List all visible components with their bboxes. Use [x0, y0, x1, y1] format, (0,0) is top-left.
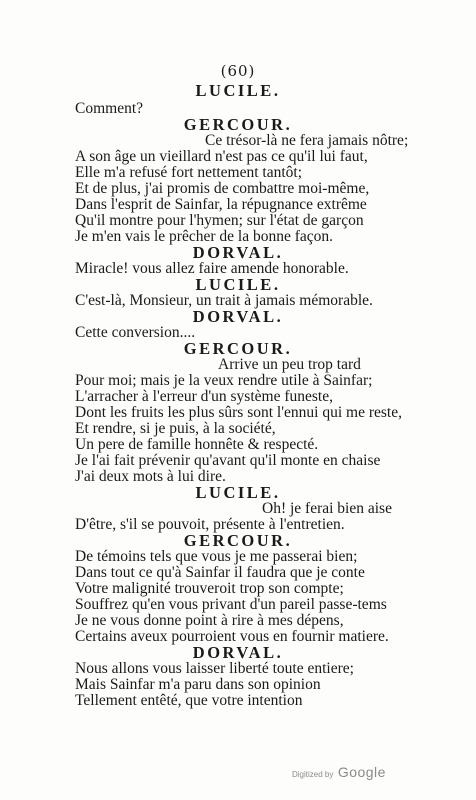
verse-line: Miracle! vous allez faire amende honorable. — [75, 260, 349, 277]
verse-line: Souffrez qu'en vous privant d'un pareil passe-tems — [75, 596, 387, 613]
verse-line: De témoins tels que vous je me passerai bien; — [75, 548, 358, 565]
verse-line: Arrive un peu trop tard — [218, 356, 361, 373]
speaker-heading: DORVAL. — [192, 643, 284, 662]
verse-line: Qu'il montre pour l'hymen; sur l'état de garçon — [75, 212, 364, 229]
verse-line: Dans l'esprit de Sainfar, la répugnance extrême — [75, 196, 367, 213]
verse-line: Et rendre, si je puis, à la société, — [75, 420, 276, 437]
speaker-heading: GERCOUR. — [183, 115, 293, 134]
speaker-heading: DORVAL. — [192, 307, 284, 326]
verse-line: Nous allons vous laisser liberté toute entiere; — [75, 660, 354, 677]
verse-line: Cette conversion.... — [75, 324, 196, 341]
verse-line: Ce trésor-là ne fera jamais nôtre; — [205, 132, 409, 149]
verse-line: Dans tout ce qu'à Sainfar il faudra que je conte — [75, 564, 365, 581]
page-number: (60) — [220, 62, 256, 80]
verse-line: Elle m'a refusé fort nettement tantôt; — [75, 164, 303, 181]
verse-line: Oh! je ferai bien aise — [262, 500, 392, 517]
verse-line: Un pere de famille honnête & respecté. — [75, 436, 319, 453]
verse-line: Je ne vous donne point à rire à mes dépens, — [75, 612, 344, 629]
google-logo-text: Google — [337, 764, 386, 780]
verse-line: Votre malignité trouveroit trop son compte; — [75, 580, 344, 597]
verse-line: Comment? — [75, 100, 144, 117]
speaker-heading: DORVAL. — [192, 243, 284, 262]
verse-line: Mais Sainfar m'a paru dans son opinion — [75, 676, 321, 693]
verse-line: Tellement entêté, que votre intention — [75, 692, 303, 709]
verse-line: Je l'ai fait prévenir qu'avant qu'il monte en chaise — [75, 452, 381, 469]
speaker-heading: GERCOUR. — [183, 531, 293, 550]
verse-line: A son âge un vieillard n'est pas ce qu'il lui faut, — [75, 148, 368, 165]
speaker-heading: LUCILE. — [195, 81, 281, 100]
digitized-by-google-watermark — [292, 764, 386, 782]
verse-line: Dont les fruits les plus sûrs sont l'ennui qui me reste, — [75, 404, 402, 421]
watermark-prefix: Digitized by — [292, 770, 334, 779]
speaker-heading: LUCILE. — [195, 275, 281, 294]
verse-line: J'ai deux mots à lui dire. — [75, 468, 226, 485]
verse-line: D'être, s'il se pouvoit, présente à l'entretien. — [75, 516, 345, 533]
speaker-heading: LUCILE. — [195, 483, 281, 502]
verse-line: Certains aveux pourroient vous en fournir matiere. — [75, 628, 389, 645]
verse-line: Pour moi; mais je la veux rendre utile à Sainfar; — [75, 372, 373, 389]
verse-line: C'est-là, Monsieur, un trait à jamais mémorable. — [75, 292, 373, 309]
verse-line: Et de plus, j'ai promis de combattre moi-même, — [75, 180, 370, 197]
verse-line: L'arracher à l'erreur d'un système funeste, — [75, 388, 333, 405]
verse-line: Je m'en vais le prêcher de la bonne façon. — [75, 228, 333, 245]
speaker-heading: GERCOUR. — [183, 339, 293, 358]
